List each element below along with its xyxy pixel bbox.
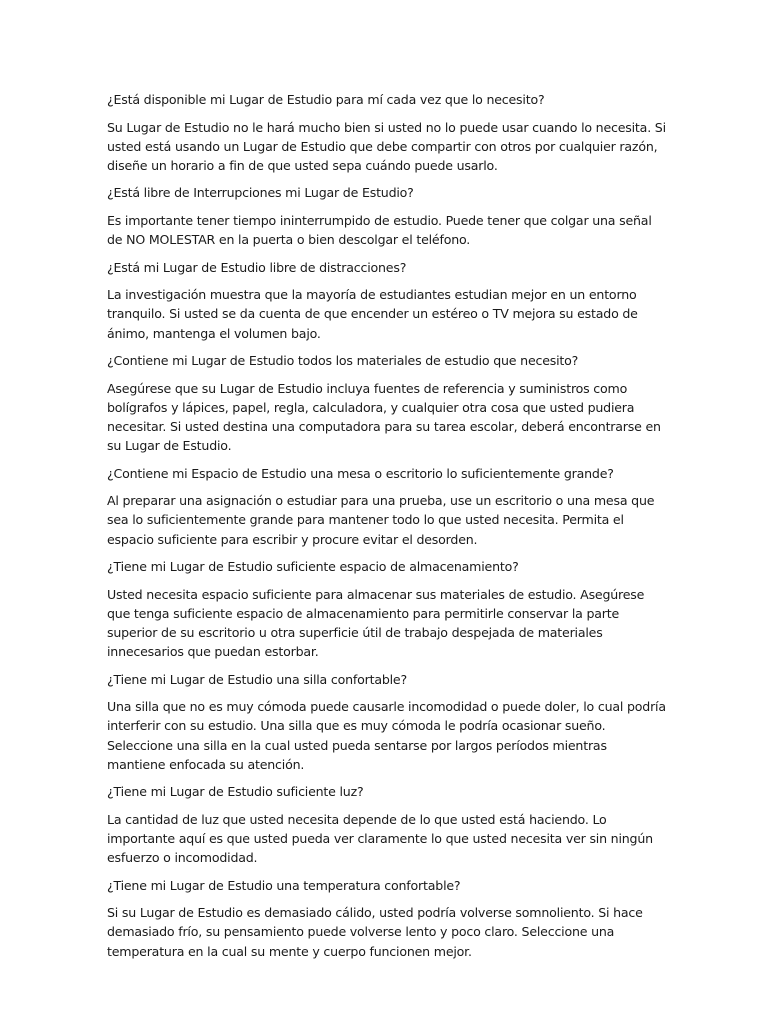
question-temperature: ¿Tiene mi Lugar de Estudio una temperatura confortable? bbox=[107, 877, 461, 893]
answer-chair: Una silla que no es muy cómoda puede causarle incomodidad o puede doler, lo cual podría interferir con su estudio. Una silla que es muy cómoda le podría ocasionar sueño. Seleccione una silla en la cual usted pueda sentarse por largos períodos mientras mantiene enfocada su atención. bbox=[107, 699, 666, 772]
question-chair: ¿Tiene mi Lugar de Estudio una silla confortable? bbox=[107, 671, 407, 687]
question-desk: ¿Contiene mi Espacio de Estudio una mesa o escritorio lo suficientemente grande? bbox=[107, 465, 614, 481]
answer-temperature: Si su Lugar de Estudio es demasiado cálido, usted podría volverse somnoliento. Si hace demasiado frío, su pensamiento puede volverse lento y poco claro. Seleccione una temperatura en la cual su mente y cuerpo funcionen mejor. bbox=[107, 905, 643, 959]
question-distractions: ¿Está mi Lugar de Estudio libre de distracciones? bbox=[107, 259, 407, 275]
answer-interruptions: Es importante tener tiempo ininterrumpido de estudio. Puede tener que colgar una señal de NO MOLESTAR en la puerta o bien descolgar el teléfono. bbox=[107, 212, 652, 248]
document-body bbox=[107, 90, 667, 969]
answer-materials: Asegúrese que su Lugar de Estudio incluya fuentes de referencia y suministros como bolígrafos y lápices, papel, regla, calculadora, y cualquier otra cosa que usted pudiera necesitar. Si usted destina una computadora para su tarea escolar, deberá encontrarse en su Lugar de Estudio. bbox=[107, 380, 661, 454]
answer-desk: Al preparar una asignación o estudiar para una prueba, use un escritorio o una mesa que sea lo suficientemente grande para mantener todo lo que usted necesita. Permita el espacio suficiente para escribir y procure evitar el desorden. bbox=[107, 493, 655, 547]
question-availability: ¿Está disponible mi Lugar de Estudio para mí cada vez que lo necesito? bbox=[107, 92, 545, 107]
question-storage: ¿Tiene mi Lugar de Estudio suficiente espacio de almacenamiento? bbox=[107, 559, 519, 575]
answer-availability: Su Lugar de Estudio no le hará mucho bien si usted no lo puede usar cuando lo necesita. Si usted está usando un Lugar de Estudio que debe compartir con otros por cualquier razón, diseñe un horario a fin de que usted sepa cuándo puede usarlo. bbox=[107, 119, 666, 173]
answer-distractions: La investigación muestra que la mayoría de estudiantes estudian mejor en un entorno tranquilo. Si usted se da cuenta de que encender un estéreo o TV mejora su estado de ánimo, mantenga el volumen bajo. bbox=[107, 287, 638, 341]
question-materials: ¿Contiene mi Lugar de Estudio todos los materiales de estudio que necesito? bbox=[107, 353, 579, 369]
answer-storage: Usted necesita espacio suficiente para almacenar sus materiales de estudio. Asegúrese que tenga suficiente espacio de almacenamiento para permitirle conservar la parte superior de su escritorio u otra superficie útil de trabajo despejada de materiales innecesarios que puedan estorbar. bbox=[107, 586, 645, 660]
question-interruptions: ¿Está libre de Interrupciones mi Lugar de Estudio? bbox=[107, 185, 414, 201]
answer-light: La cantidad de luz que usted necesita depende de lo que usted está haciendo. Lo importante aquí es que usted pueda ver claramente lo que usted necesita ver sin ningún esfuerzo o incomodidad. bbox=[107, 811, 653, 866]
question-light: ¿Tiene mi Lugar de Estudio suficiente luz? bbox=[107, 784, 364, 800]
